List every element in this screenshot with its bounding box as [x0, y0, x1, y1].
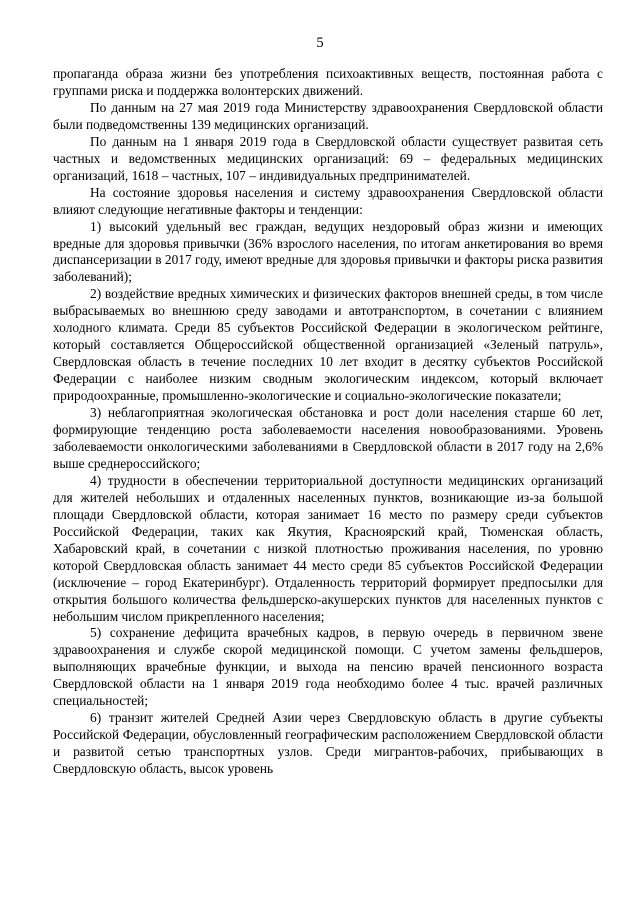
list-item-4-accessibility: 4) трудности в обеспечении территориальной доступности медицинских организаций для жителей небольших и отдаленных населенных пунктов, возникающие из-за большой площади Свердловской области, которая занимает 16 место по размеру среди субъектов Российской Федерации, таких как Якутия, Красноярский край, Тюменская область, Хабаровский край, в сочетании с низкой плотностью проживания населения, по уровню которой Свердловская область занимает 44 место среди 85 субъектов Российской Федерации (исключение – город Екатеринбург). Отдаленность территорий формирует предпосылки для открытия большого количества фельдшерско-акушерских пунктов для населенных пунктов с небольшим числом прикрепленного населения; [53, 472, 603, 624]
list-item-3-oncology: 3) неблагоприятная экологическая обстановка и рост доли населения старше 60 лет, формирующие тенденцию роста заболеваемости населения новообразованиями. Уровень заболеваемости онкологическими заболеваниями в Свердловской области в 2017 году на 2,6% выше среднероссийского; [53, 405, 603, 471]
paragraph-negative-factors-intro: На состояние здоровья населения и систему здравоохранения Свердловской области влияют следующие негативные факторы и тенденции: [53, 184, 603, 217]
list-item-1-lifestyle: 1) высокий удельный вес граждан, ведущих нездоровый образ жизни и имеющих вредные для здоровья привычки (36% взрослого населения, по итогам анкетирования во время диспансеризации в 2017 году, имеют вредные для здоровья привычки и факторы риска развития заболеваний); [53, 218, 603, 285]
paragraph-private-network: По данным на 1 января 2019 года в Свердловской области существует развитая сеть частных и ведомственных медицинских организаций: 69 – федеральных медицинских организаций, 1618 – частных, 107 – индивидуальных предпринимателей. [53, 133, 603, 183]
page-number: 5 [316, 35, 324, 51]
list-item-6-migration: 6) транзит жителей Средней Азии через Свердловскую область в другие субъекты Российской Федерации, обусловленный географическим расположением Свердловской области и развитой сетью транспортных узлов. Среди мигрантов-рабочих, прибывающих в Свердловскую область, высок уровень [53, 710, 603, 777]
paragraph-organizations-count: По данным на 27 мая 2019 года Министерству здравоохранения Свердловской области были подведомственны 139 медицинских организаций. [53, 99, 603, 132]
list-item-2-environment: 2) воздействие вредных химических и физических факторов внешней среды, в том числе выбрасываемых во внешнюю среду заводами и автотранспортом, в сочетании с влиянием холодного климата. Среди 85 субъектов Российской Федерации в экологическом рейтинге, который составляется Общероссийской общественной организацией «Зеленый патруль», Свердловская область в течение последних 10 лет входит в десятку субъектов Российской Федерации с наиболее низким сводным экологическим индексом, который включает природоохранные, промышленно-экологические и социально-экологические показатели; [53, 286, 603, 404]
document-body [53, 66, 603, 778]
paragraph-continuation: пропаганда образа жизни без употребления психоактивных веществ, постоянная работа с группами риска и поддержка волонтерских движений. [53, 66, 603, 98]
list-item-5-staff-deficit: 5) сохранение дефицита врачебных кадров, в первую очередь в первичном звене здравоохранения и службе скорой медицинской помощи. С учетом замены фельдшеров, выполняющих врачебные функции, и выхода на пенсию врачей пенсионного возраста Свердловской области на 1 января 2019 года необходимо более 4 тыс. врачей различных специальностей; [53, 625, 603, 709]
